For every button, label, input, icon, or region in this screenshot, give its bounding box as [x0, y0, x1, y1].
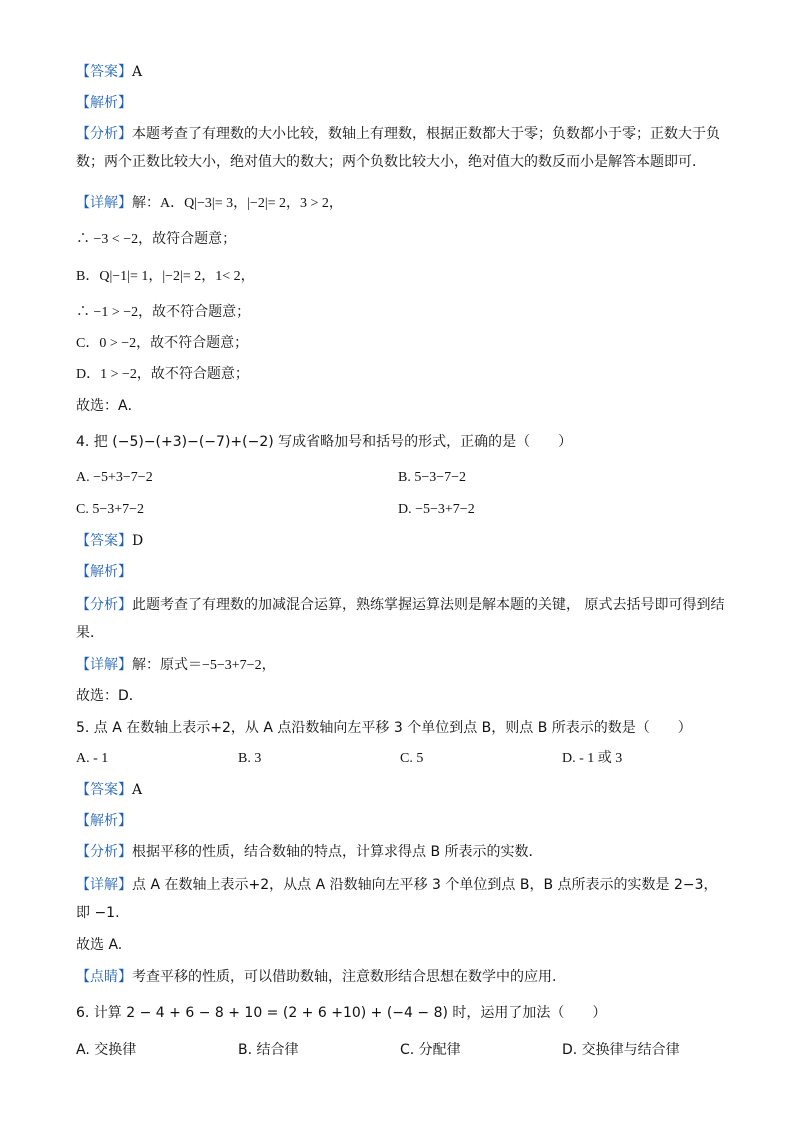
q5-option-c: C. 5	[400, 751, 424, 766]
detail-text: 解：原式＝−5−3+7−2，	[132, 658, 276, 673]
fenxi-text: 本题考查了有理数的大小比较，数轴上有理数，根据正数都大于零；负数都小于零；正数大于负数；两个正数比较大小，绝对值大的数大；两个负数比较大小，绝对值大的数反而小是解答本题即可．	[76, 126, 720, 170]
answer-value: D	[132, 533, 144, 549]
q4-stem: 4. 把 (−5)−(+3)−(−7)+(−2) 写成省略加号和括号的形式，正确的是（ ）	[76, 434, 573, 450]
q5-fenxi	[76, 842, 543, 862]
q3-detail-line-1	[76, 193, 343, 214]
detail-tag: 【详解】	[76, 877, 132, 893]
detail-text: 解：A．Q|−3|= 3，|−2|= 2，3 > 2，	[132, 196, 343, 211]
q4-option-b: B. 5−3−7−2	[398, 470, 467, 485]
detail-text: 点 A 在数轴上表示+2，从点 A 沿数轴向左平移 3 个单位到点 B，B 点所表示的实数是 2−3，即 −1.	[76, 877, 718, 921]
q5-option-d: D. - 1 或 3	[562, 751, 623, 766]
answer-value: A	[132, 782, 143, 798]
q3-detail-line-4: ∴ −1 > −2，故不符合题意；	[76, 305, 251, 320]
fenxi-tag: 【分析】	[76, 126, 132, 142]
detail-tag: 【详解】	[76, 195, 132, 211]
q3-detail-line-6: D．1 > −2，故不符合题意；	[76, 367, 249, 382]
q4-choice: 故选：D．	[76, 688, 143, 704]
q5-option-b: B. 3	[238, 751, 262, 766]
q3-answer	[76, 62, 142, 82]
answer-tag: 【答案】	[76, 533, 132, 549]
fenxi-tag: 【分析】	[76, 597, 132, 613]
detail-tag: 【详解】	[76, 657, 132, 673]
fenxi-tag: 【分析】	[76, 844, 132, 860]
q3-detail-line-2: ∴ −3 < −2，故符合题意；	[76, 232, 237, 247]
q3-detail-line-5: C．0 > −2，故不符合题意；	[76, 336, 249, 351]
analysis-tag: 【解析】	[76, 95, 132, 111]
q6-option-a: A. 交换律	[76, 1042, 137, 1058]
q4-option-d: D. −5−3+7−2	[398, 502, 475, 517]
q3-analysis-heading	[76, 93, 132, 113]
q4-option-a: A. −5+3−7−2	[76, 470, 153, 485]
q3-detail-line-3: B．Q|−1|= 1，|−2|= 2，1< 2，	[76, 269, 255, 284]
q5-detail	[76, 871, 726, 927]
q6-option-b: B. 结合律	[238, 1042, 299, 1058]
q5-stem: 5. 点 A 在数轴上表示+2，从 A 点沿数轴向左平移 3 个单位到点 B，则点 B 所表示的数是（ ）	[76, 720, 692, 736]
q4-fenxi	[76, 591, 726, 647]
q4-option-c: C. 5−3+7−2	[76, 502, 145, 517]
dianjing-text: 考查平移的性质，可以借助数轴，注意数形结合思想在数学中的应用.	[132, 969, 557, 985]
answer-value: A	[132, 64, 143, 80]
q6-option-c: C. 分配律	[400, 1042, 461, 1058]
q4-detail	[76, 655, 276, 676]
analysis-tag: 【解析】	[76, 564, 132, 580]
q6-stem: 6. 计算 2 − 4 + 6 − 8 + 10 = (2 + 6 +10) + (−4 − 8) 时，运用了加法（ ）	[76, 1005, 607, 1021]
q3-choice: 故选：A．	[76, 398, 142, 414]
fenxi-text: 此题考查了有理数的加减混合运算，熟练掌握运算法则是解本题的关键， 原式去括号即可得到结果．	[76, 597, 725, 641]
q3-fenxi	[76, 120, 726, 176]
q4-analysis-heading	[76, 562, 132, 582]
q5-dianjing	[76, 967, 556, 987]
q5-option-a: A. - 1	[76, 751, 109, 766]
q6-option-d: D. 交换律与结合律	[562, 1042, 680, 1058]
q5-choice: 故选 A.	[76, 937, 123, 953]
q5-analysis-heading	[76, 811, 132, 831]
fenxi-text: 根据平移的性质，结合数轴的特点，计算求得点 B 所表示的实数．	[132, 844, 543, 860]
dianjing-tag: 【点睛】	[76, 969, 132, 985]
answer-tag: 【答案】	[76, 64, 132, 80]
answer-tag: 【答案】	[76, 782, 132, 798]
analysis-tag: 【解析】	[76, 813, 132, 829]
q4-answer	[76, 531, 143, 551]
q5-answer	[76, 780, 142, 800]
